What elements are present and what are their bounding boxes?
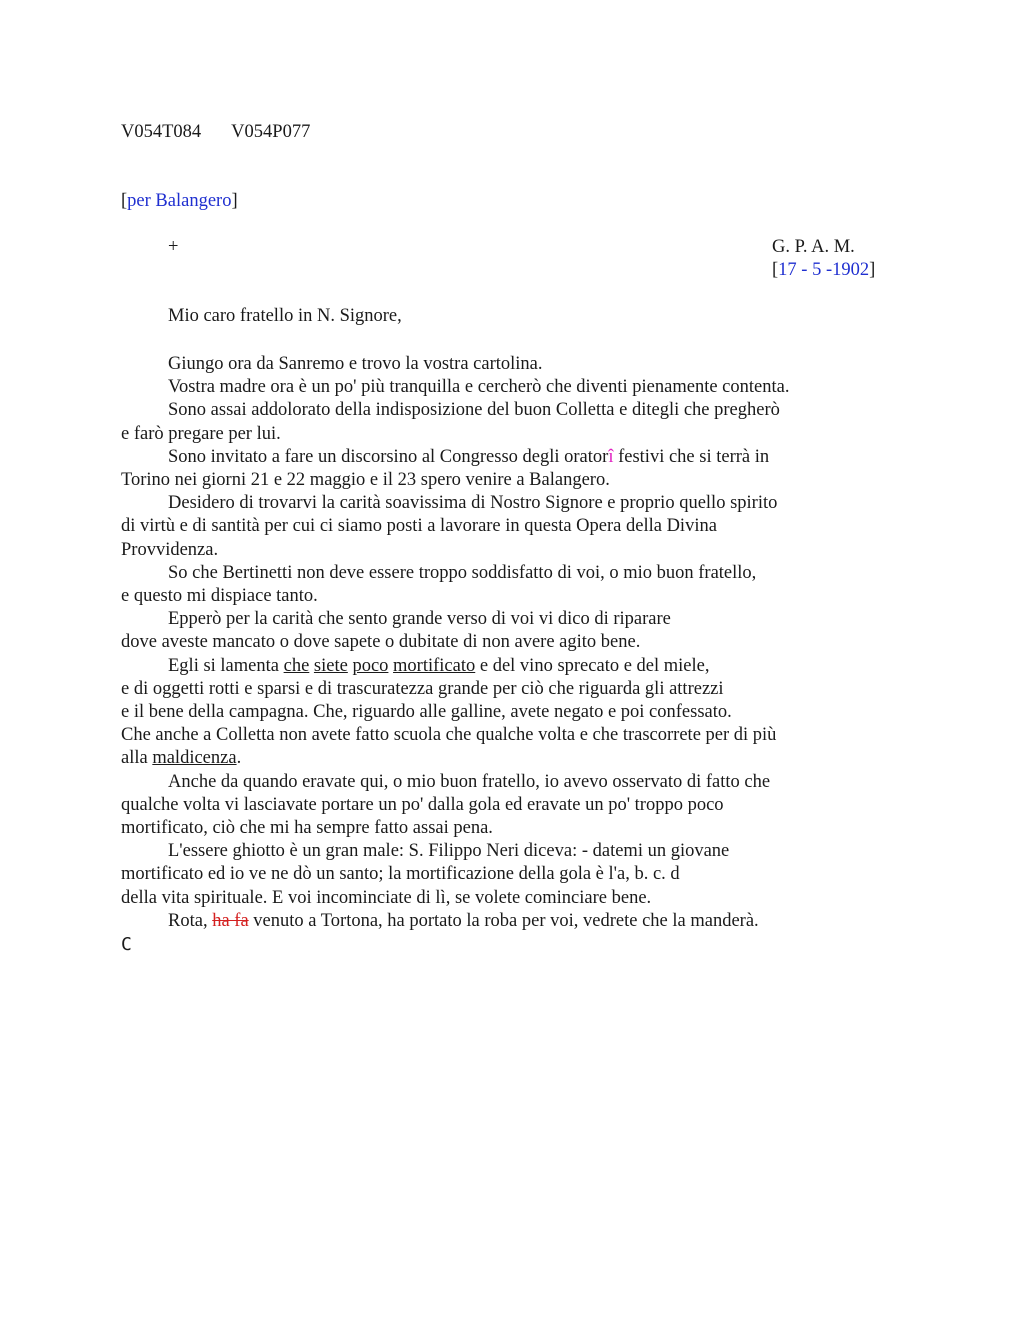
destination-note <box>121 191 238 212</box>
cross-symbol: + <box>168 237 179 257</box>
body-text-segment: Sono invitato a fare un discorsino al Congresso degli orator <box>168 446 609 467</box>
body-text-segment: . <box>236 748 242 769</box>
document-identifiers <box>121 122 310 143</box>
body-line: mortificato ed io ve ne dò un santo; la mortificazione della gola è l'a, b. c. d <box>121 864 680 885</box>
salutation: Mio caro fratello in N. Signore, <box>168 306 402 326</box>
body-line <box>121 910 861 933</box>
destination-open-bracket: [ <box>121 191 128 211</box>
body-line: di virtù e di santità per cui ci siamo posti a lavorare in questa Opera della Divina <box>121 516 717 537</box>
deleted-text: ha fa <box>212 910 249 931</box>
body-text-segment: venuto a Tortona, ha portato la roba per voi, vedrete che la manderà. <box>248 910 759 931</box>
body-line: Anche da quando eravate qui, o mio buon fratello, io avevo osservato di fatto che <box>168 771 771 792</box>
body-line: Torino nei giorni 21 e 22 maggio e il 23 spero venire a Balangero. <box>121 470 610 491</box>
body-line <box>121 747 861 770</box>
body-line: Giungo ora da Sanremo e trovo la vostra cartolina. <box>168 354 543 374</box>
underlined-word: maldicenza <box>152 748 237 769</box>
body-text-segment: Egli si lamenta <box>168 655 284 676</box>
destination-close-bracket: ] <box>231 191 238 211</box>
text-id: V054T084 <box>121 122 202 142</box>
date-open-bracket: [ <box>772 260 779 280</box>
body-line: Vostra madre ora è un po' più tranquilla e cercherò che diventi pienamente contenta. <box>168 377 790 398</box>
body-line: Che anche a Colletta non avete fatto scuola che qualche volta e che trascorrete per di più <box>121 725 777 746</box>
date-text: 17 - 5 -1902 <box>778 260 870 280</box>
body-line: L'essere ghiotto è un gran male: S. Filippo Neri diceva: - datemi un giovane <box>168 841 730 862</box>
letter-date <box>772 260 875 281</box>
body-text-segment: Rota, <box>168 910 213 931</box>
destination-text: per Balangero <box>127 191 232 211</box>
body-line: della vita spirituale. E voi incominciate di lì, se volete cominciare bene. <box>121 887 652 908</box>
body-line: qualche volta vi lasciavate portare un po' dalla gola ed eravate un po' troppo poco <box>121 794 724 815</box>
letter-body <box>121 353 861 933</box>
body-line: So che Bertinetti non deve essere troppo soddisfatto di voi, o mio buon fratello, <box>168 562 757 583</box>
underlined-word: siete <box>313 655 348 676</box>
body-text-segment: e del vino sprecato e del miele, <box>475 655 710 676</box>
underlined-word: mortificato <box>393 655 476 676</box>
trailer-code: C <box>121 934 132 955</box>
body-line: e questo mi dispiace tanto. <box>121 586 318 607</box>
body-line: dove aveste mancato o dove sapete o dubitate di non avere agito bene. <box>121 632 641 653</box>
underlined-word: poco <box>352 655 389 676</box>
date-close-bracket: ] <box>869 260 876 280</box>
body-line: Desidero di trovarvi la carità soavissima di Nostro Signore e proprio quello spirito <box>168 493 778 514</box>
body-line <box>121 446 861 469</box>
body-line: Epperò per la carità che sento grande verso di voi vi dico di riparare <box>168 609 671 630</box>
body-line: e di oggetti rotti e sparsi e di trascuratezza grande per ciò che riguarda gli attrezzi <box>121 678 724 699</box>
body-line: Sono assai addolorato della indisposizione del buon Colletta e ditegli che pregherò <box>168 400 780 421</box>
body-line: e il bene della campagna. Che, riguardo alle galline, avete negato e poi confessato. <box>121 702 732 723</box>
body-text-segment: festivi che si terrà in <box>613 446 770 467</box>
correction-mark: î <box>608 446 614 467</box>
body-line: mortificato, ciò che mi ha sempre fatto assai pena. <box>121 818 493 839</box>
body-line: e farò pregare per lui. <box>121 423 281 444</box>
page-id: V054P077 <box>231 122 311 142</box>
letterhead-initials: G. P. A. M. <box>772 237 855 257</box>
body-text-segment: alla <box>121 748 153 769</box>
underlined-word: che <box>283 655 310 676</box>
body-line <box>121 655 861 678</box>
body-line: Provvidenza. <box>121 539 219 560</box>
